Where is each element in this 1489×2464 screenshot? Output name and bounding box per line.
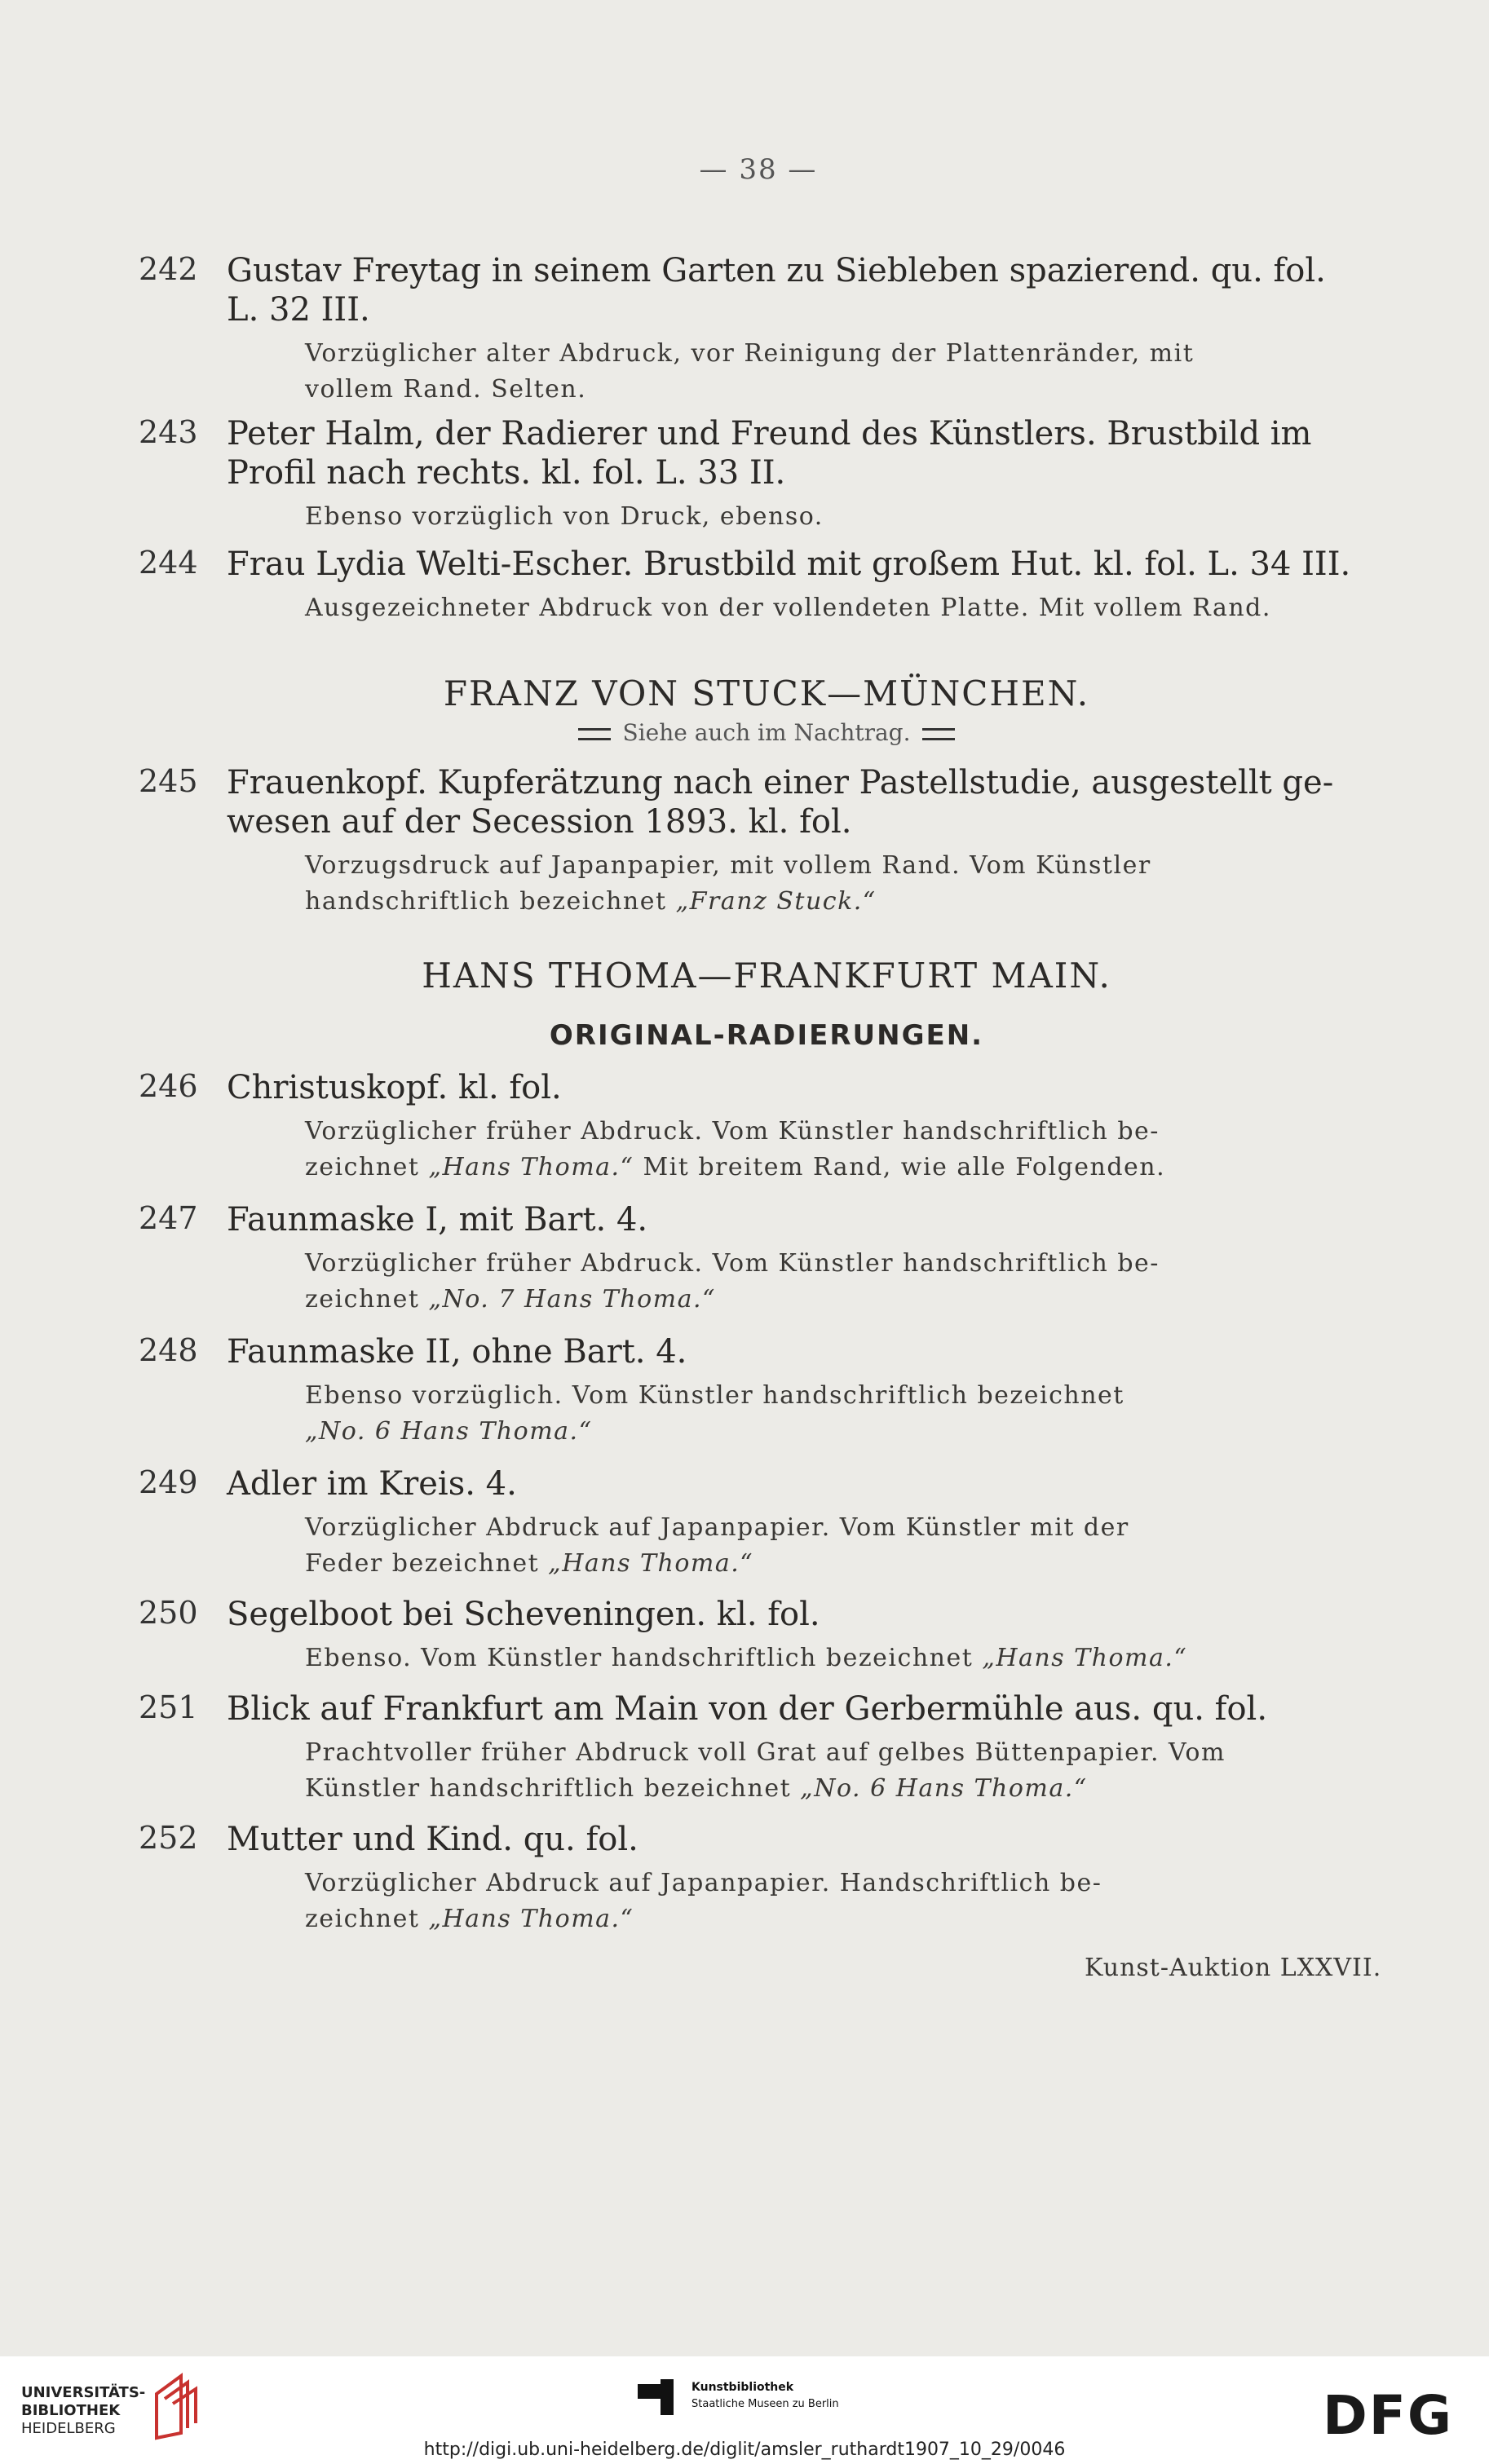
desc-line: Vorzüglicher früher Abdruck. Vom Künstler handschriftlich be- bbox=[305, 1117, 1160, 1146]
desc-text: zeichnet bbox=[305, 1905, 429, 1933]
entry-number: 248 bbox=[139, 1332, 198, 1368]
entry-number: 251 bbox=[139, 1689, 198, 1725]
catalog-entry-245 bbox=[139, 763, 1378, 920]
entry-number: 252 bbox=[139, 1820, 198, 1856]
desc-line bbox=[305, 1150, 1378, 1186]
entry-title bbox=[227, 1068, 1378, 1107]
desc-line: vollem Rand. Selten. bbox=[305, 375, 587, 404]
desc-text: Künstler handschriftlich bezeichnet bbox=[305, 1774, 801, 1803]
desc-text: Feder bezeichnet bbox=[305, 1549, 549, 1578]
title-line: L. 32 III. bbox=[227, 291, 370, 329]
entry-description bbox=[305, 1510, 1378, 1582]
title-line: Peter Halm, der Radierer und Freund des Künstlers. Brustbild im bbox=[227, 415, 1312, 453]
entry-description bbox=[305, 848, 1378, 920]
ub-logo-line: BIBLIOTHEK bbox=[21, 2402, 121, 2419]
title-line: Faunmaske II, ohne Bart. 4. bbox=[227, 1333, 687, 1371]
catalog-entry-247 bbox=[139, 1200, 1378, 1318]
signature-text: „Hans Thoma.“ bbox=[428, 1153, 634, 1181]
entry-number: 247 bbox=[139, 1200, 198, 1236]
title-line: Faunmaske I, mit Bart. 4. bbox=[227, 1201, 648, 1239]
catalog-footer-note: Kunst-Auktion LXXVII. bbox=[1085, 1954, 1382, 1982]
desc-line bbox=[305, 884, 1378, 920]
entry-description bbox=[305, 1114, 1378, 1186]
title-line: Christuskopf. kl. fol. bbox=[227, 1069, 562, 1106]
kb-title: Kunstbibliothek bbox=[691, 2381, 794, 2394]
title-line: Mutter und Kind. qu. fol. bbox=[227, 1821, 638, 1858]
section-heading-thoma: HANS THOMA—FRANKFURT MAIN. bbox=[422, 956, 1111, 996]
title-line: Blick auf Frankfurt am Main von der Gerbermühle aus. qu. fol. bbox=[227, 1690, 1268, 1728]
entry-title bbox=[227, 763, 1378, 841]
entry-number: 244 bbox=[139, 545, 198, 581]
section-subheading-thoma: ORIGINAL-RADIERUNGEN. bbox=[549, 1019, 984, 1052]
signature-text: „Hans Thoma.“ bbox=[548, 1549, 754, 1578]
desc-line: Vorzüglicher alter Abdruck, vor Reinigung der Plattenränder, mit bbox=[305, 339, 1195, 368]
desc-line: Prachtvoller früher Abdruck voll Grat auf gelbes Büttenpapier. Vom bbox=[305, 1738, 1226, 1767]
entry-number: 249 bbox=[139, 1464, 198, 1500]
entry-title bbox=[227, 414, 1378, 492]
title-line: Adler im Kreis. 4. bbox=[227, 1465, 517, 1503]
desc-text: zeichnet bbox=[305, 1153, 429, 1181]
kunstbibliothek-label[interactable] bbox=[691, 2379, 839, 2413]
entry-description bbox=[305, 499, 1378, 535]
title-line: Frau Lydia Welti-Escher. Brustbild mit großem Hut. kl. fol. L. 34 III. bbox=[227, 545, 1351, 583]
catalog-entry-249 bbox=[139, 1464, 1378, 1582]
entry-number: 242 bbox=[139, 251, 198, 287]
signature-text: „No. 7 Hans Thoma.“ bbox=[428, 1285, 716, 1314]
entry-number: 246 bbox=[139, 1068, 198, 1104]
entry-title bbox=[227, 1332, 1378, 1371]
signature-text: „Hans Thoma.“ bbox=[428, 1905, 634, 1933]
catalog-entry-246 bbox=[139, 1068, 1378, 1186]
entry-description bbox=[305, 590, 1378, 626]
desc-line: Vorzüglicher Abdruck auf Japanpapier. Handschriftlich be- bbox=[305, 1869, 1102, 1897]
catalog-entry-242 bbox=[139, 251, 1378, 408]
entry-number: 250 bbox=[139, 1595, 198, 1631]
desc-text: zeichnet bbox=[305, 1285, 429, 1314]
title-line: Segelboot bei Scheveningen. kl. fol. bbox=[227, 1596, 820, 1633]
title-line: Profil nach rechts. kl. fol. L. 33 II. bbox=[227, 454, 786, 492]
desc-line bbox=[305, 1546, 1378, 1582]
entry-title bbox=[227, 1820, 1378, 1859]
catalog-entry-248 bbox=[139, 1332, 1378, 1450]
title-line: Gustav Freytag in seinem Garten zu Siebleben spazierend. qu. fol. bbox=[227, 252, 1326, 289]
entry-description bbox=[305, 1246, 1378, 1318]
signature-text: „Hans Thoma.“ bbox=[982, 1644, 1188, 1672]
section-heading-stuck: FRANZ VON STUCK—MÜNCHEN. bbox=[443, 673, 1090, 713]
entry-description bbox=[305, 1866, 1378, 1937]
desc-line: Vorzugsdruck auf Japanpapier, mit vollem Rand. Vom Künstler bbox=[305, 851, 1151, 880]
desc-line bbox=[305, 1901, 1378, 1937]
kunstbibliothek-logo-icon bbox=[633, 2374, 678, 2420]
entry-description bbox=[305, 1735, 1378, 1807]
ub-heidelberg-logo[interactable] bbox=[21, 2384, 145, 2438]
entry-description bbox=[305, 1640, 1378, 1676]
permalink-url[interactable]: http://digi.ub.uni-heidelberg.de/diglit/amsler_ruthardt1907_10_29/0046 bbox=[423, 2440, 1066, 2460]
entry-title bbox=[227, 1464, 1378, 1504]
desc-line: Vorzüglicher früher Abdruck. Vom Künstler handschriftlich be- bbox=[305, 1249, 1160, 1278]
desc-line: Ausgezeichneter Abdruck von der vollendeten Platte. Mit vollem Rand. bbox=[305, 594, 1271, 622]
desc-line bbox=[305, 1282, 1378, 1318]
entry-number: 243 bbox=[139, 414, 198, 450]
ub-logo-line: HEIDELBERG bbox=[21, 2420, 116, 2437]
double-rule-icon bbox=[578, 728, 611, 740]
ub-logo-line: UNIVERSITÄTS- bbox=[21, 2384, 146, 2401]
entry-title bbox=[227, 1595, 1378, 1634]
entry-title bbox=[227, 1689, 1378, 1729]
desc-line bbox=[305, 1771, 1378, 1807]
section-note-text: Siehe auch im Nachtrag. bbox=[622, 719, 911, 746]
catalog-entry-252 bbox=[139, 1820, 1378, 1937]
desc-text: Mit breitem Rand, wie alle Folgenden. bbox=[634, 1153, 1166, 1181]
desc-line: Vorzüglicher Abdruck auf Japanpapier. Vom Künstler mit der bbox=[305, 1513, 1129, 1542]
title-line: wesen auf der Secession 1893. kl. fol. bbox=[227, 803, 852, 841]
catalog-entry-251 bbox=[139, 1689, 1378, 1807]
desc-text: Ebenso. Vom Künstler handschriftlich bezeichnet bbox=[305, 1644, 983, 1672]
desc-text: handschriftlich bezeichnet bbox=[305, 887, 676, 916]
double-rule-icon bbox=[922, 728, 955, 740]
ub-heidelberg-emblem-icon bbox=[148, 2369, 205, 2443]
section-note-stuck bbox=[0, 719, 1489, 746]
bottom-info-bar bbox=[0, 2356, 1489, 2464]
signature-text: „No. 6 Hans Thoma.“ bbox=[800, 1774, 1088, 1803]
entry-title bbox=[227, 1200, 1378, 1239]
desc-line bbox=[305, 1414, 1378, 1450]
entry-title bbox=[227, 251, 1378, 329]
catalog-entry-244 bbox=[139, 545, 1378, 626]
dfg-logo[interactable]: DFG bbox=[1323, 2384, 1454, 2447]
entry-description bbox=[305, 336, 1378, 408]
entry-title bbox=[227, 545, 1378, 584]
page-number: — 38 — bbox=[699, 153, 818, 186]
signature-text: „No. 6 Hans Thoma.“ bbox=[305, 1417, 593, 1446]
catalog-entry-250 bbox=[139, 1595, 1378, 1676]
catalog-entry-243 bbox=[139, 414, 1378, 535]
signature-text: „Franz Stuck.“ bbox=[675, 887, 877, 916]
desc-line: Ebenso vorzüglich. Vom Künstler handschriftlich bezeichnet bbox=[305, 1381, 1124, 1410]
title-line: Frauenkopf. Kupferätzung nach einer Pastellstudie, ausgestellt ge- bbox=[227, 764, 1334, 801]
entry-number: 245 bbox=[139, 763, 198, 799]
desc-line bbox=[305, 1640, 1378, 1676]
desc-line: Ebenso vorzüglich von Druck, ebenso. bbox=[305, 502, 824, 531]
entry-description bbox=[305, 1378, 1378, 1450]
kb-subtitle: Staatliche Museen zu Berlin bbox=[691, 2398, 839, 2410]
